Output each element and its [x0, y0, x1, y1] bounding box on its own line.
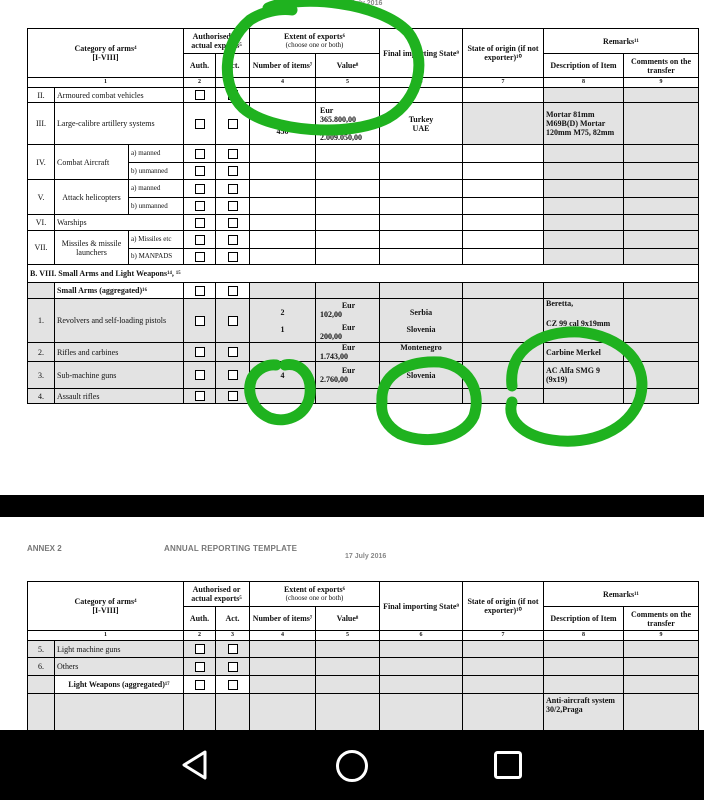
template-title: ANNUAL REPORTING TEMPLATE: [164, 544, 298, 553]
auth-checkbox[interactable]: [184, 362, 216, 389]
table-row: [28, 676, 699, 694]
act-checkbox[interactable]: [216, 658, 250, 676]
auth-checkbox[interactable]: [184, 343, 216, 362]
column-number: 1: [28, 631, 184, 641]
header-comments: Comments on the transfer: [624, 54, 699, 78]
act-checkbox[interactable]: [216, 283, 250, 299]
act-checkbox[interactable]: [216, 676, 250, 694]
act-checkbox[interactable]: [216, 215, 250, 231]
row-label: Light machine guns: [55, 641, 184, 658]
auth-checkbox[interactable]: [184, 103, 216, 145]
table-row: 4. Assault rifles: [28, 389, 699, 404]
item-description: Mortar 81mm M69B(D) Mortar 120mm M75, 82mm: [544, 103, 624, 145]
item-description: Carbine Merkel: [544, 343, 624, 362]
act-checkbox[interactable]: [216, 103, 250, 145]
auth-checkbox[interactable]: [184, 641, 216, 658]
column-number: 4: [250, 78, 316, 88]
recents-icon[interactable]: [492, 749, 524, 781]
column-number: 3: [216, 631, 250, 641]
table-row: 6. Others: [28, 658, 699, 676]
column-number: 6: [380, 631, 463, 641]
table-row: 5. Light machine guns: [28, 641, 699, 658]
column-number: 8: [544, 78, 624, 88]
table-row: VI. Warships: [28, 215, 699, 231]
final-state-cell: Slovenia: [380, 362, 463, 389]
act-checkbox[interactable]: [216, 231, 250, 249]
table-row: [28, 249, 699, 265]
auth-checkbox[interactable]: [184, 215, 216, 231]
row-sublabel: a) manned: [129, 145, 184, 163]
auth-checkbox[interactable]: [184, 249, 216, 265]
header-act: Act.: [216, 54, 250, 78]
item-description: Anti-aircraft system 30/2,Praga: [544, 694, 624, 731]
export-report-table-continued: [27, 581, 699, 730]
auth-checkbox[interactable]: [184, 283, 216, 299]
item-description: Beretta, CZ 99 cal 9x19mm: [544, 299, 624, 343]
column-number: 7: [463, 631, 544, 641]
table-row: 2. Rifles and carbines Eur 1.743,00 Montenegro Carbine Merkel: [28, 343, 699, 362]
row-label: Light Weapons (aggregated)¹⁷: [55, 676, 184, 694]
header-origin: State of origin (if not exporter)¹⁰: [463, 582, 544, 631]
table-row: IV. Combat Aircraft a) manned: [28, 145, 699, 163]
table-row: III. Large-calibre artillery systems 450 Eur 365.800,00 2.009.050,00 Turkey UAE Mortar 81mm M69B(D) Mortar 120mm M75, 82mm: [28, 103, 699, 145]
row-label: Combat Aircraft: [55, 145, 129, 180]
column-number: 3: [216, 78, 250, 88]
header-auth-actual: Authorised or actual exports⁵: [184, 29, 250, 54]
header-number: Number of items⁷: [250, 607, 316, 631]
act-checkbox[interactable]: [216, 198, 250, 215]
column-number: 2: [184, 631, 216, 641]
header-remarks: Remarks¹¹: [544, 582, 699, 607]
back-icon[interactable]: [178, 748, 212, 782]
header-description: Description of Item: [544, 54, 624, 78]
auth-checkbox[interactable]: [184, 389, 216, 404]
header-value: Value⁸: [316, 607, 380, 631]
row-sublabel: b) MANPADS: [129, 249, 184, 265]
column-number: 9: [624, 78, 699, 88]
column-number: 8: [544, 631, 624, 641]
header-final-state: Final importing State⁹: [380, 582, 463, 631]
auth-checkbox[interactable]: [184, 299, 216, 343]
header-final-state: Final importing State⁹: [380, 29, 463, 78]
row-label: Sub-machine guns: [55, 362, 184, 389]
table-row: 3. Sub-machine guns 4 Eur 2.760,00 Slovenia AC Alfa SMG 9 (9x19): [28, 362, 699, 389]
header-number: Number of items⁷: [250, 54, 316, 78]
page-date: 17 July 2016: [345, 553, 387, 560]
table-row: II. Armoured combat vehicles: [28, 88, 699, 103]
value-cell: Eur 2.760,00: [316, 362, 380, 389]
section-header: B. VIII. Small Arms and Light Weapons¹⁴, ¹⁵: [28, 265, 699, 283]
table-row: [28, 283, 699, 299]
row-sublabel: a) Missiles etc: [129, 231, 184, 249]
act-checkbox[interactable]: [216, 145, 250, 163]
auth-checkbox[interactable]: [184, 88, 216, 103]
column-number: 7: [463, 78, 544, 88]
android-navigation-bar: [0, 730, 704, 800]
row-label: Small Arms (aggregated)¹⁶: [55, 283, 184, 299]
header-auth: Auth.: [184, 54, 216, 78]
act-checkbox[interactable]: [216, 641, 250, 658]
row-sublabel: a) manned: [129, 180, 184, 198]
header-category: Category of arms⁴ [I-VIII]: [28, 29, 184, 78]
table-row: VII. Missiles & missile launchers a) Missiles etc: [28, 231, 699, 249]
row-label: Warships: [55, 215, 184, 231]
row-label: Attack helicopters: [55, 180, 129, 215]
row-label: Others: [55, 658, 184, 676]
header-extent: Extent of exports⁶ (choose one or both): [250, 29, 380, 54]
number-of-items: 2 1: [250, 299, 316, 343]
value-cell: Eur 365.800,00 2.009.050,00: [316, 103, 380, 145]
act-checkbox[interactable]: [216, 163, 250, 180]
act-checkbox[interactable]: [216, 362, 250, 389]
auth-checkbox[interactable]: [184, 198, 216, 215]
page-date: 7 July 2016: [345, 0, 383, 7]
annex-label: ANNEX 2: [27, 544, 62, 553]
row-label: Revolvers and self-loading pistols: [55, 299, 184, 343]
item-description: AC Alfa SMG 9 (9x19): [544, 362, 624, 389]
row-label: Armoured combat vehicles: [55, 88, 184, 103]
auth-checkbox[interactable]: [184, 163, 216, 180]
act-checkbox[interactable]: [216, 180, 250, 198]
header-category: Category of arms⁴ [I-VIII]: [28, 582, 184, 631]
auth-checkbox[interactable]: [184, 658, 216, 676]
row-label: Missiles & missile launchers: [55, 231, 129, 265]
header-act: Act.: [216, 607, 250, 631]
header-auth-actual: Authorised or actual exports⁵: [184, 582, 250, 607]
row-label: Large-calibre artillery systems: [55, 103, 184, 145]
header-description: Description of Item: [544, 607, 624, 631]
row-label: Assault rifles: [55, 389, 184, 404]
header-value: Value⁸: [316, 54, 380, 78]
act-checkbox[interactable]: [216, 389, 250, 404]
auth-checkbox[interactable]: [184, 145, 216, 163]
row-sublabel: b) unmanned: [129, 198, 184, 215]
final-state-cell: Montenegro: [380, 343, 463, 362]
number-of-items: 450: [250, 103, 316, 145]
header-comments: Comments on the transfer: [624, 607, 699, 631]
column-number: 5: [316, 78, 380, 88]
column-number: 9: [624, 631, 699, 641]
page-separator: [0, 495, 704, 517]
table-row: [28, 694, 699, 731]
header-remarks: Remarks¹¹: [544, 29, 699, 54]
header-origin: State of origin (if not exporter)¹⁰: [463, 29, 544, 78]
row-sublabel: b) unmanned: [129, 163, 184, 180]
final-state-cell: Serbia Slovenia: [380, 299, 463, 343]
column-number: 4: [250, 631, 316, 641]
export-report-table: [27, 28, 699, 404]
number-of-items: 4: [250, 362, 316, 389]
act-checkbox[interactable]: [216, 343, 250, 362]
document-page-2: [0, 517, 704, 730]
column-number: 1: [28, 78, 184, 88]
table-row: [28, 163, 699, 180]
act-checkbox[interactable]: [216, 88, 250, 103]
auth-checkbox[interactable]: [184, 180, 216, 198]
table-row: V. Attack helicopters a) manned: [28, 180, 699, 198]
home-icon[interactable]: [334, 748, 370, 784]
header-extent: Extent of exports⁶ (choose one or both): [250, 582, 380, 607]
column-number: 5: [316, 631, 380, 641]
act-checkbox[interactable]: [216, 249, 250, 265]
auth-checkbox[interactable]: [184, 676, 216, 694]
act-checkbox[interactable]: [216, 299, 250, 343]
header-auth: Auth.: [184, 607, 216, 631]
column-number: 2: [184, 78, 216, 88]
column-number: 6: [380, 78, 463, 88]
table-row: [28, 198, 699, 215]
final-state-cell: Turkey UAE: [380, 103, 463, 145]
table-row: 1. Revolvers and self-loading pistols 2 1 Eur 102,00 Eur 200,00 Serbia Slovenia Beretta, CZ 99 cal 9x19mm: [28, 299, 699, 343]
value-cell: Eur 1.743,00: [316, 343, 380, 362]
row-label: Rifles and carbines: [55, 343, 184, 362]
value-cell: Eur 102,00 Eur 200,00: [316, 299, 380, 343]
auth-checkbox[interactable]: [184, 231, 216, 249]
